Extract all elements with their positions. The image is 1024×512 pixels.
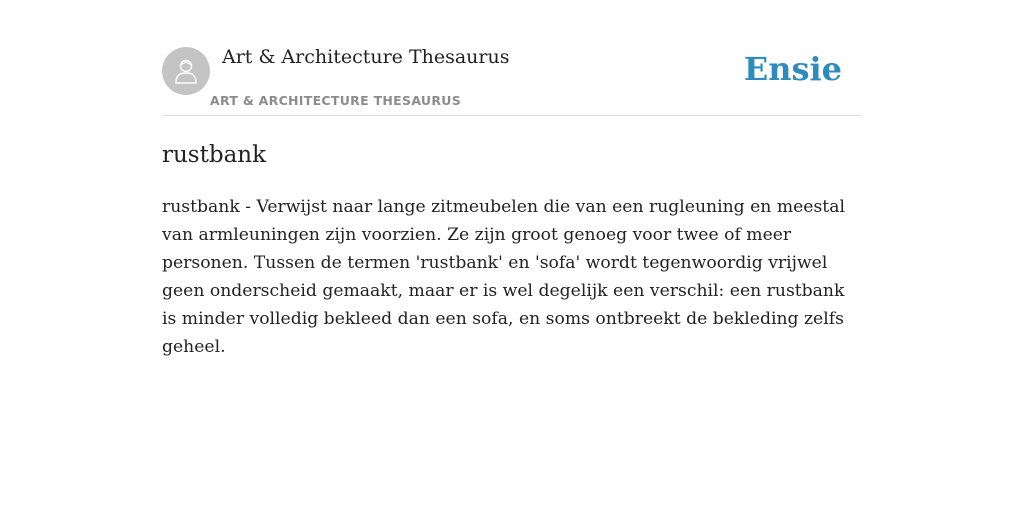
source-title[interactable]: Art & Architecture Thesaurus (222, 46, 510, 68)
definition-text: rustbank - Verwijst naar lange zitmeubelen die van een rugleuning en meestal van armleuningen zijn voorzien. Ze zijn groot genoeg voor twee of meer personen. Tussen de termen 'rustbank' en 'sofa' wordt tegenwoordig vrijwel geen onderscheid gemaakt, maar er is wel degelijk een verschil: een rustbank is minder volledig bekleed dan een sofa, en soms ontbreekt de bekleding zelfs geheel. (162, 197, 845, 357)
user-avatar-icon (171, 56, 201, 86)
header (162, 0, 862, 116)
avatar[interactable] (162, 47, 210, 95)
brand-logo[interactable]: Ensie (743, 50, 842, 88)
page-container (162, 0, 862, 361)
source-subtitle[interactable]: ART & ARCHITECTURE THESAURUS (210, 93, 462, 108)
page-title: rustbank (162, 142, 267, 168)
